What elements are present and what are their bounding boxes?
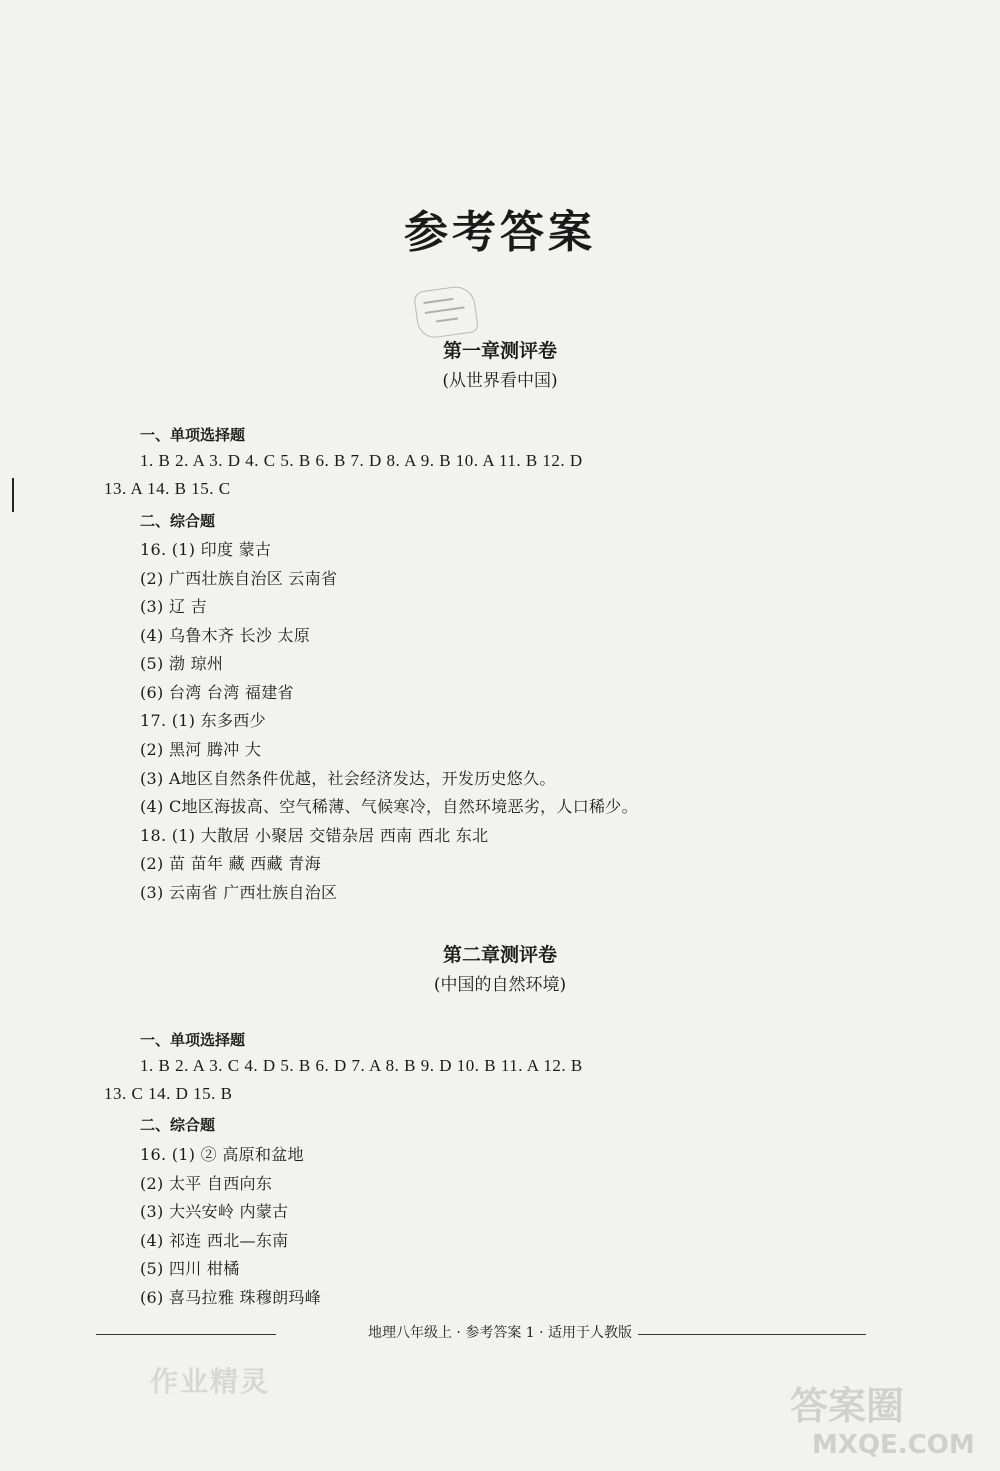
page-title: 参考答案 bbox=[404, 207, 596, 258]
chapter-1-answer-line: (3) A地区自然条件优越，社会经济发达，开发历史悠久。 bbox=[140, 769, 556, 788]
chapter-1-mc-line: 1. B 2. A 3. D 4. C 5. B 6. B 7. D 8. A 9. B 10. A 11. B 12. D bbox=[140, 451, 583, 470]
chapter-2-subtitle: (中国的自然环境) bbox=[433, 975, 567, 995]
chapter-1-answer-line: (3) 辽 吉 bbox=[140, 597, 207, 616]
chapter-1-answer-line: 18. (1) 大散居 小聚居 交错杂居 西南 西北 东北 bbox=[140, 826, 489, 845]
chapter-1-mc-heading: 一、单项选择题 bbox=[140, 426, 246, 444]
chapter-1-answer-line: 17. (1) 东多西少 bbox=[140, 711, 266, 730]
chapter-2-answer-line: (6) 喜马拉雅 珠穆朗玛峰 bbox=[140, 1288, 322, 1307]
watermark-url: MXQE.COM bbox=[812, 1430, 975, 1460]
chapter-1-answer-line: (5) 渤 琼州 bbox=[140, 654, 224, 673]
chapter-2-answer-line: (3) 大兴安岭 内蒙古 bbox=[140, 1202, 289, 1221]
scan-edge-mark bbox=[12, 478, 14, 512]
chapter-1-title: 第一章测评卷 bbox=[442, 340, 557, 362]
chapter-2-answer-line: (2) 太平 自西向东 bbox=[140, 1174, 273, 1193]
chapter-2-mc-line: 1. B 2. A 3. C 4. D 5. B 6. D 7. A 8. B 9. D 10. B 11. A 12. B bbox=[140, 1056, 583, 1075]
chapter-1-mc-line: 13. A 14. B 15. C bbox=[104, 479, 231, 498]
stamp-seal bbox=[413, 284, 479, 340]
chapter-1-answer-line: (2) 黑河 腾冲 大 bbox=[140, 740, 262, 759]
watermark-left: 作业精灵 bbox=[150, 1365, 271, 1398]
chapter-2-mc-line: 13. C 14. D 15. B bbox=[104, 1084, 233, 1103]
chapter-1-subtitle: (从世界看中国) bbox=[442, 371, 558, 391]
chapter-1-answer-line: (2) 广西壮族自治区 云南省 bbox=[140, 569, 338, 588]
footer-text: 地理八年级上 · 参考答案 1 · 适用于人教版 bbox=[362, 1325, 638, 1341]
chapter-1-answer-line: (6) 台湾 台湾 福建省 bbox=[140, 683, 294, 702]
chapter-2-mc-heading: 一、单项选择题 bbox=[140, 1031, 246, 1049]
chapter-1-answer-line: 16. (1) 印度 蒙古 bbox=[140, 540, 272, 559]
chapter-2-answer-line: 16. (1) ② 高原和盆地 bbox=[140, 1145, 304, 1164]
chapter-2-comp-heading: 二、综合题 bbox=[140, 1116, 216, 1134]
chapter-2-answer-line: (4) 祁连 西北—东南 bbox=[140, 1231, 289, 1250]
chapter-1-comp-heading: 二、综合题 bbox=[140, 512, 216, 530]
chapter-1-answer-line: (3) 云南省 广西壮族自治区 bbox=[140, 883, 338, 902]
chapter-2-title: 第二章测评卷 bbox=[442, 944, 557, 966]
chapter-2-answer-line: (5) 四川 柑橘 bbox=[140, 1259, 240, 1278]
chapter-1-answer-line: (4) 乌鲁木齐 长沙 太原 bbox=[140, 626, 311, 645]
chapter-1-answer-line: (4) C地区海拔高、空气稀薄、气候寒冷，自然环境恶劣，人口稀少。 bbox=[140, 797, 638, 816]
chapter-1-answer-line: (2) 苗 苗年 藏 西藏 青海 bbox=[140, 854, 321, 873]
page-footer bbox=[0, 1322, 1000, 1342]
watermark-right: 答案圈 bbox=[790, 1383, 905, 1428]
